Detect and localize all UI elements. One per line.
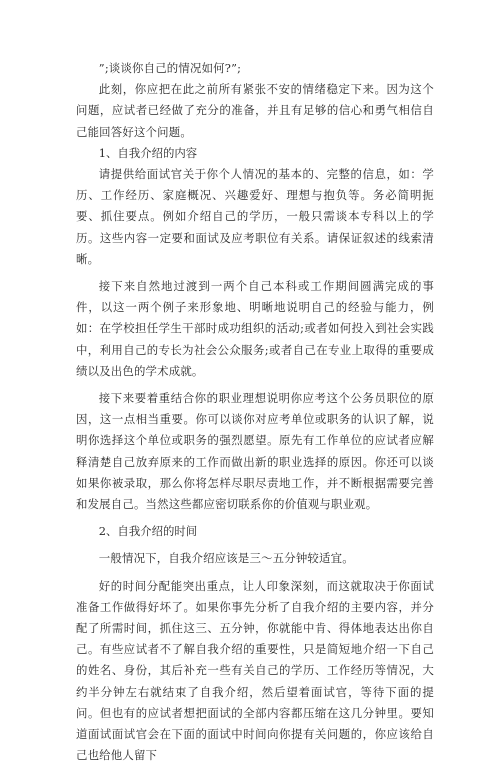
paragraph-basic-info: 请提供给面试官关于你个人情况的基本的、完整的信息，如：学历、工作经历、家庭概况、兴趣爱好、理想与抱负等。务必简明扼要、抓住要点。例如介绍自己的学历，一般只需谈本专科以上的学历。这些内容一定要和面试及应考职位有关系。请保证叙述的线索清晰。 <box>76 167 434 266</box>
paragraph-time-general: 一般情况下，自我介绍应该是三～五分钟较适宜。 <box>98 551 354 566</box>
paragraph-intro-quote: ”;谈谈你自己的情况如何?”; <box>98 61 242 75</box>
paragraph-calm-down: 此刻，你应把在此之前所有紧张不安的情绪稳定下来。因为这个问题，应试者已经做了充分的准备，并且有足够的信心和勇气相信自己能回答好这个问题。 <box>76 82 434 139</box>
paragraph-experience: 接下来自然地过渡到一两个自己本科或工作期间圆满完成的事件，以这一两个例子来形象地、明晰地说明自己的经验与能力，例如：在学校担任学生干部时成功组织的活动;或者如何投入到社会实践中，利用自己的专长为社会公众服务;或者自己在专业上取得的重要成绩以及出色的学术成就。 <box>76 279 434 378</box>
paragraph-career-ideal: 接下来要着重结合你的职业理想说明你应考这个公务员职位的原因，这一点相当重要。你可以谈你对应考单位或职务的认识了解，说明你选择这个单位或职务的强烈愿望。原先有工作单位的应试者应解释清楚自己放弃原来的工作而做出新的职业选择的原因。你还可以谈如果你被录取，那么你将怎样尽职尽责地工作，并不断根据需要完善和发展自己。当然这些都应密切联系你的价值观与职业观。 <box>76 391 434 512</box>
section-heading-time: 2、自我介绍的时间 <box>98 524 198 539</box>
paragraph-time-allocation: 好的时间分配能突出重点，让人印象深刻，而这就取决于你面试准备工作做得好坏了。如果你事先分析了自我介绍的主要内容，并分配了所需时间，抓住这三、五分钟，你就能中肯、得体地表达出你自己。有些应试者不了解自我介绍的重要性，只是简短地介绍一下自己的姓名、身份，其后补充一些有关自己的学历、工作经历等情况，大约半分钟左右就结束了自我介绍，然后望着面试官，等待下面的提问。但也有的应试者想把面试的全部内容都压缩在这几分钟里。要知道面试面试官会在下面的面试中时间向你提有关问题的，你应该给自己也给他人留下 <box>76 578 434 763</box>
section-heading-content: 1、自我介绍的内容 <box>98 145 198 160</box>
